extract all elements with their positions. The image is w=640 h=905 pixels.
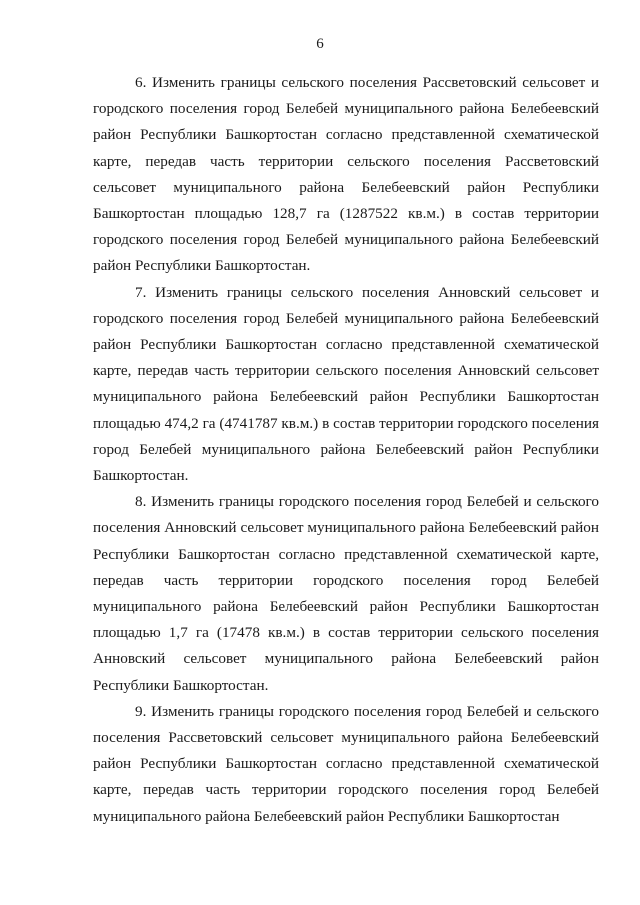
paragraph-9: 9. Изменить границы городского поселения город Белебей и сельского поселения Рассветовский сельсовет муниципального района Белебеевский район Республики Башкортостан согласно представленной схематической карте, передав часть территории городского поселения город Белебей муниципального района Белебеевский район Республики Башкортостан: [93, 702, 599, 825]
paragraph-8: 8. Изменить границы городского поселения город Белебей и сельского поселения Анновский сельсовет муниципального района Белебеевский район Республики Башкортостан согласно представленной схематической карте, передав часть территории городского поселения город Белебей муниципального района Белебеевский район Республики Башкортостан площадью 1,7 га (17478 кв.м.) в состав территории сельского поселения Анновский сельсовет муниципального района Белебеевский район Республики Башкортостан.: [93, 493, 599, 694]
document-body: [93, 70, 599, 830]
paragraph-7: 7. Изменить границы сельского поселения Анновский сельсовет и городского поселения город Белебей муниципального района Белебеевский район Республики Башкортостан согласно представленной схематической карте, передав часть территории сельского поселения Анновский сельсовет муниципального района Белебеевский район Республики Башкортостан площадью 474,2 га (4741787 кв.м.) в состав территории городского поселения город Белебей муниципального района Белебеевский район Республики Башкортостан.: [93, 283, 599, 485]
page-number: 6: [316, 36, 324, 52]
paragraph-6: 6. Изменить границы сельского поселения Рассветовский сельсовет и городского поселения город Белебей муниципального района Белебеевский район Республики Башкортостан согласно представленной схематической карте, передав часть территории сельского поселения Рассветовский сельсовет муниципального района Белебеевский район Республики Башкортостан площадью 128,7 га (1287522 кв.м.) в состав территории городского поселения город Белебей муниципального района Белебеевский район Республики Башкортостан.: [93, 74, 599, 275]
